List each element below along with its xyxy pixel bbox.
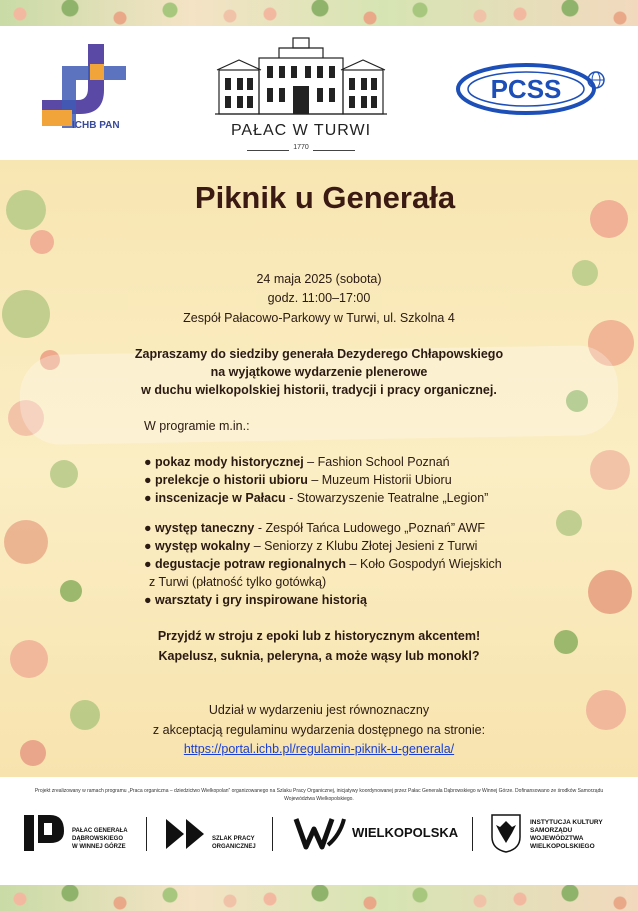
event-title: Piknik u Generała <box>194 180 456 215</box>
logo4-line: WOJEWÓDZTWA <box>530 835 584 842</box>
program-heading: W programie m.in.: <box>144 419 250 433</box>
coat-of-arms-logo <box>490 813 522 858</box>
dress-code-line: Przyjdź w stroju z epoki lub z historycznym akcentem! <box>157 629 481 643</box>
logo4-line: INSTYTUCJA KULTURY <box>530 819 603 826</box>
palace-building-icon <box>213 36 389 120</box>
event-poster <box>0 160 638 777</box>
left-floral-decoration <box>0 160 150 777</box>
wielkopolska-text: WIELKOPOLSKA <box>352 825 459 840</box>
footer-divider <box>272 817 273 851</box>
program-item: ● degustacje potraw regionalnych – Koło Gospodyń Wiejskich <box>144 557 502 571</box>
double-chevron-icon <box>164 817 208 851</box>
palac-generala-logo <box>22 813 66 858</box>
footer-divider <box>146 817 147 851</box>
logo4-line: SAMORZĄDU <box>530 827 573 834</box>
szlak-pracy-logo <box>164 817 208 856</box>
logo1-line: PAŁAC GENERAŁA <box>72 828 128 834</box>
invite-line: w duchu wielkopolskiej historii, tradycji i pracy organicznej. <box>141 383 497 397</box>
palace-name: PAŁAC W TURWI <box>230 122 372 139</box>
dress-code-line: Kapelusz, suknia, peleryna, a może wąsy lub monokl? <box>158 649 480 663</box>
pcss-logo-text: PCSS <box>490 74 562 104</box>
palace-year: 1770 <box>289 144 313 151</box>
event-time: godz. 11:00–17:00 <box>267 291 371 305</box>
terms-line: z akceptacją regulaminu wydarzenia dostępnego na stronie: <box>152 723 486 737</box>
footer-divider <box>472 817 473 851</box>
invite-line: na wyjątkowe wydarzenie plenerowe <box>210 365 428 379</box>
event-date: 24 maja 2025 (sobota) <box>256 272 382 286</box>
program-item: ● pokaz mody historycznej – Fashion School Poznań <box>144 455 450 469</box>
program-item: ● warsztaty i gry inspirowane historią <box>144 593 367 607</box>
program-item: ● inscenizacje w Pałacu - Stowarzyszenie Teatralne „Legion” <box>144 491 489 505</box>
regulations-link[interactable]: https://portal.ichb.pl/regulamin-piknik-u-generala/ <box>183 742 455 756</box>
funding-footnote: Projekt zrealizowany w ramach programu „Praca organiczna – dziedzictwo Wielkopolan” organizowanego na Szlaku Pracy Organicznej, inicjatywy koordynowanej przez Pałac Generała Dąbrowskiego w Winnej Górze. Dofinansowano ze środków Samorządu Województwa Wielkopolskiego. <box>34 788 604 802</box>
program-item: ● występ taneczny - Zespół Tańca Ludowego „Poznań” AWF <box>144 521 486 535</box>
top-floral-border <box>0 0 638 26</box>
wielkopolska-w-icon <box>292 815 348 851</box>
program-item: ● prelekcje o historii ubioru – Muzeum Historii Ubioru <box>144 473 452 487</box>
bottom-floral-border <box>0 885 638 911</box>
pcss-logo <box>456 62 608 116</box>
logo1-line: DĄBROWSKIEGO <box>72 836 123 842</box>
logo2-line: SZLAK PRACY <box>212 836 255 842</box>
event-location: Zespół Pałacowo-Parkowy w Turwi, ul. Szkolna 4 <box>183 311 455 325</box>
ichb-pan-logo-text: ICHB PAN <box>72 120 120 131</box>
terms-line: Udział w wydarzeniu jest równoznaczny <box>208 703 430 717</box>
palace-turew-logo <box>213 36 389 158</box>
footer-sponsors <box>0 777 638 885</box>
invite-line: Zapraszamy do siedziby generała Dezyderego Chłapowskiego <box>134 347 504 361</box>
logo4-line: WIELKOPOLSKIEGO <box>530 843 595 850</box>
right-floral-decoration <box>488 160 638 777</box>
palac-generala-icon <box>22 813 66 853</box>
logo1-line: W WINNEJ GÓRZE <box>72 844 126 850</box>
wielkopolska-logo <box>292 815 348 856</box>
program-item-continuation: z Turwi (płatność tylko gotówką) <box>149 575 327 589</box>
program-item: ● występ wokalny – Seniorzy z Klubu Złotej Jesieni z Turwi <box>144 539 478 553</box>
header-logos <box>0 26 638 160</box>
eagle-crest-icon <box>490 813 522 853</box>
logo2-line: ORGANICZNEJ <box>212 844 256 850</box>
